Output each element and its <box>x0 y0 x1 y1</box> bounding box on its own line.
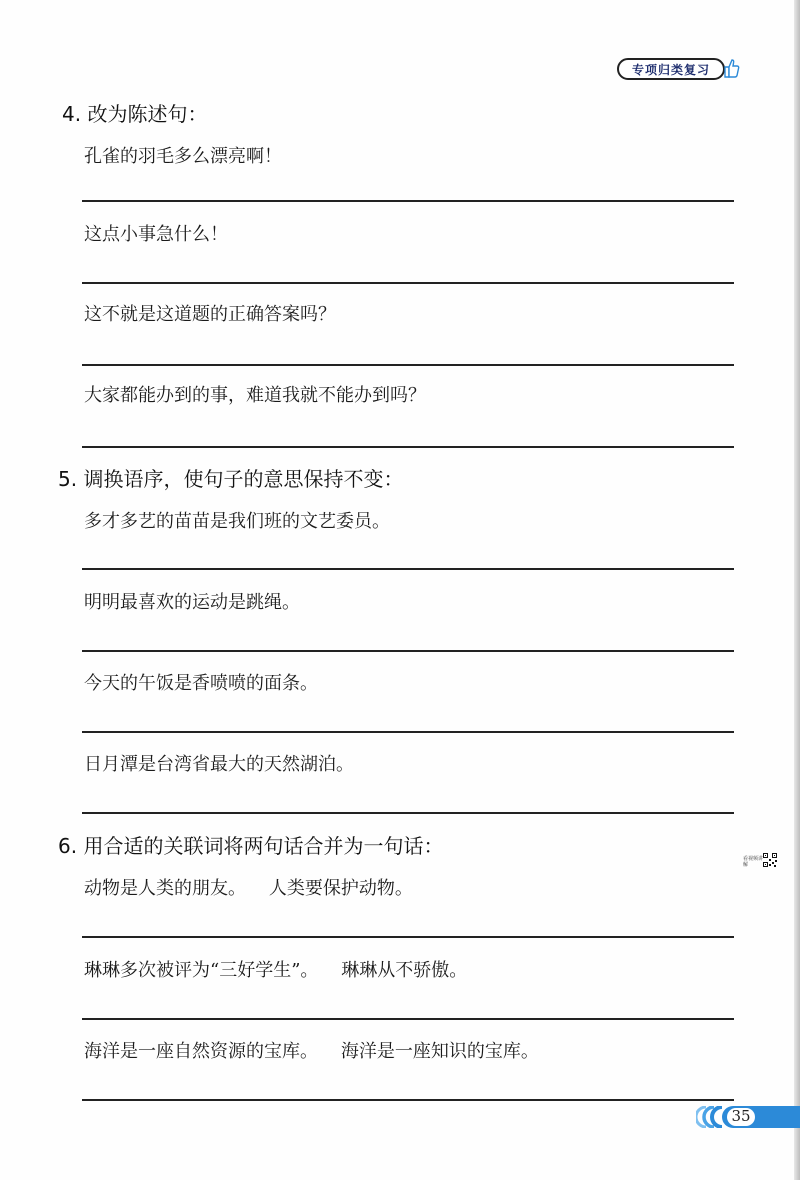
answer-line[interactable] <box>82 446 734 448</box>
question-5-sentence-2: 明明最喜欢的运动是跳绳。 <box>84 592 300 613</box>
answer-line[interactable] <box>82 282 734 284</box>
answer-line[interactable] <box>82 1099 734 1101</box>
answer-line[interactable] <box>82 1018 734 1020</box>
question-5-sentence-4: 日月潭是台湾省最大的天然湖泊。 <box>84 754 354 775</box>
question-4-sentence-4: 大家都能办到的事，难道我就不能办到吗？ <box>84 385 426 406</box>
question-6-title: 6. 用合适的关联词将两句话合并为一句话： <box>58 834 444 858</box>
question-4-sentence-2: 这点小事急什么！ <box>84 224 228 245</box>
page-number: 35 <box>731 1107 751 1125</box>
question-5-title: 5. 调换语序，使句子的意思保持不变： <box>58 467 404 491</box>
question-4-sentence-3: 这不就是这道题的正确答案吗？ <box>84 304 336 325</box>
answer-line[interactable] <box>82 200 734 202</box>
question-5-sentence-3: 今天的午饭是香喷喷的面条。 <box>84 673 318 694</box>
question-5-sentence-1: 多才多艺的苗苗是我们班的文艺委员。 <box>84 511 390 532</box>
answer-line[interactable] <box>82 936 734 938</box>
question-4-sentence-1: 孔雀的羽毛多么漂亮啊！ <box>84 146 282 167</box>
question-6-sentence-3: 海洋是一座自然资源的宝库。 海洋是一座知识的宝库。 <box>84 1041 539 1062</box>
question-6-sentence-2: 琳琳多次被评为“三好学生”。 琳琳从不骄傲。 <box>84 960 468 981</box>
answer-line[interactable] <box>82 812 734 814</box>
qr-code-icon[interactable] <box>763 853 777 867</box>
question-6-sentence-1: 动物是人类的朋友。 人类要保护动物。 <box>84 878 413 899</box>
answer-line[interactable] <box>82 364 734 366</box>
answer-line[interactable] <box>82 568 734 570</box>
answer-line[interactable] <box>82 650 734 652</box>
section-tag <box>617 58 725 80</box>
thumbs-up-icon <box>722 57 740 79</box>
page-edge-shadow <box>794 0 800 1180</box>
question-4-title: 4. 改为陈述句： <box>62 102 208 126</box>
section-tag-label: 专项归类复习 <box>631 62 710 77</box>
answer-line[interactable] <box>82 731 734 733</box>
qr-label: 看视频讲解 <box>743 856 764 868</box>
